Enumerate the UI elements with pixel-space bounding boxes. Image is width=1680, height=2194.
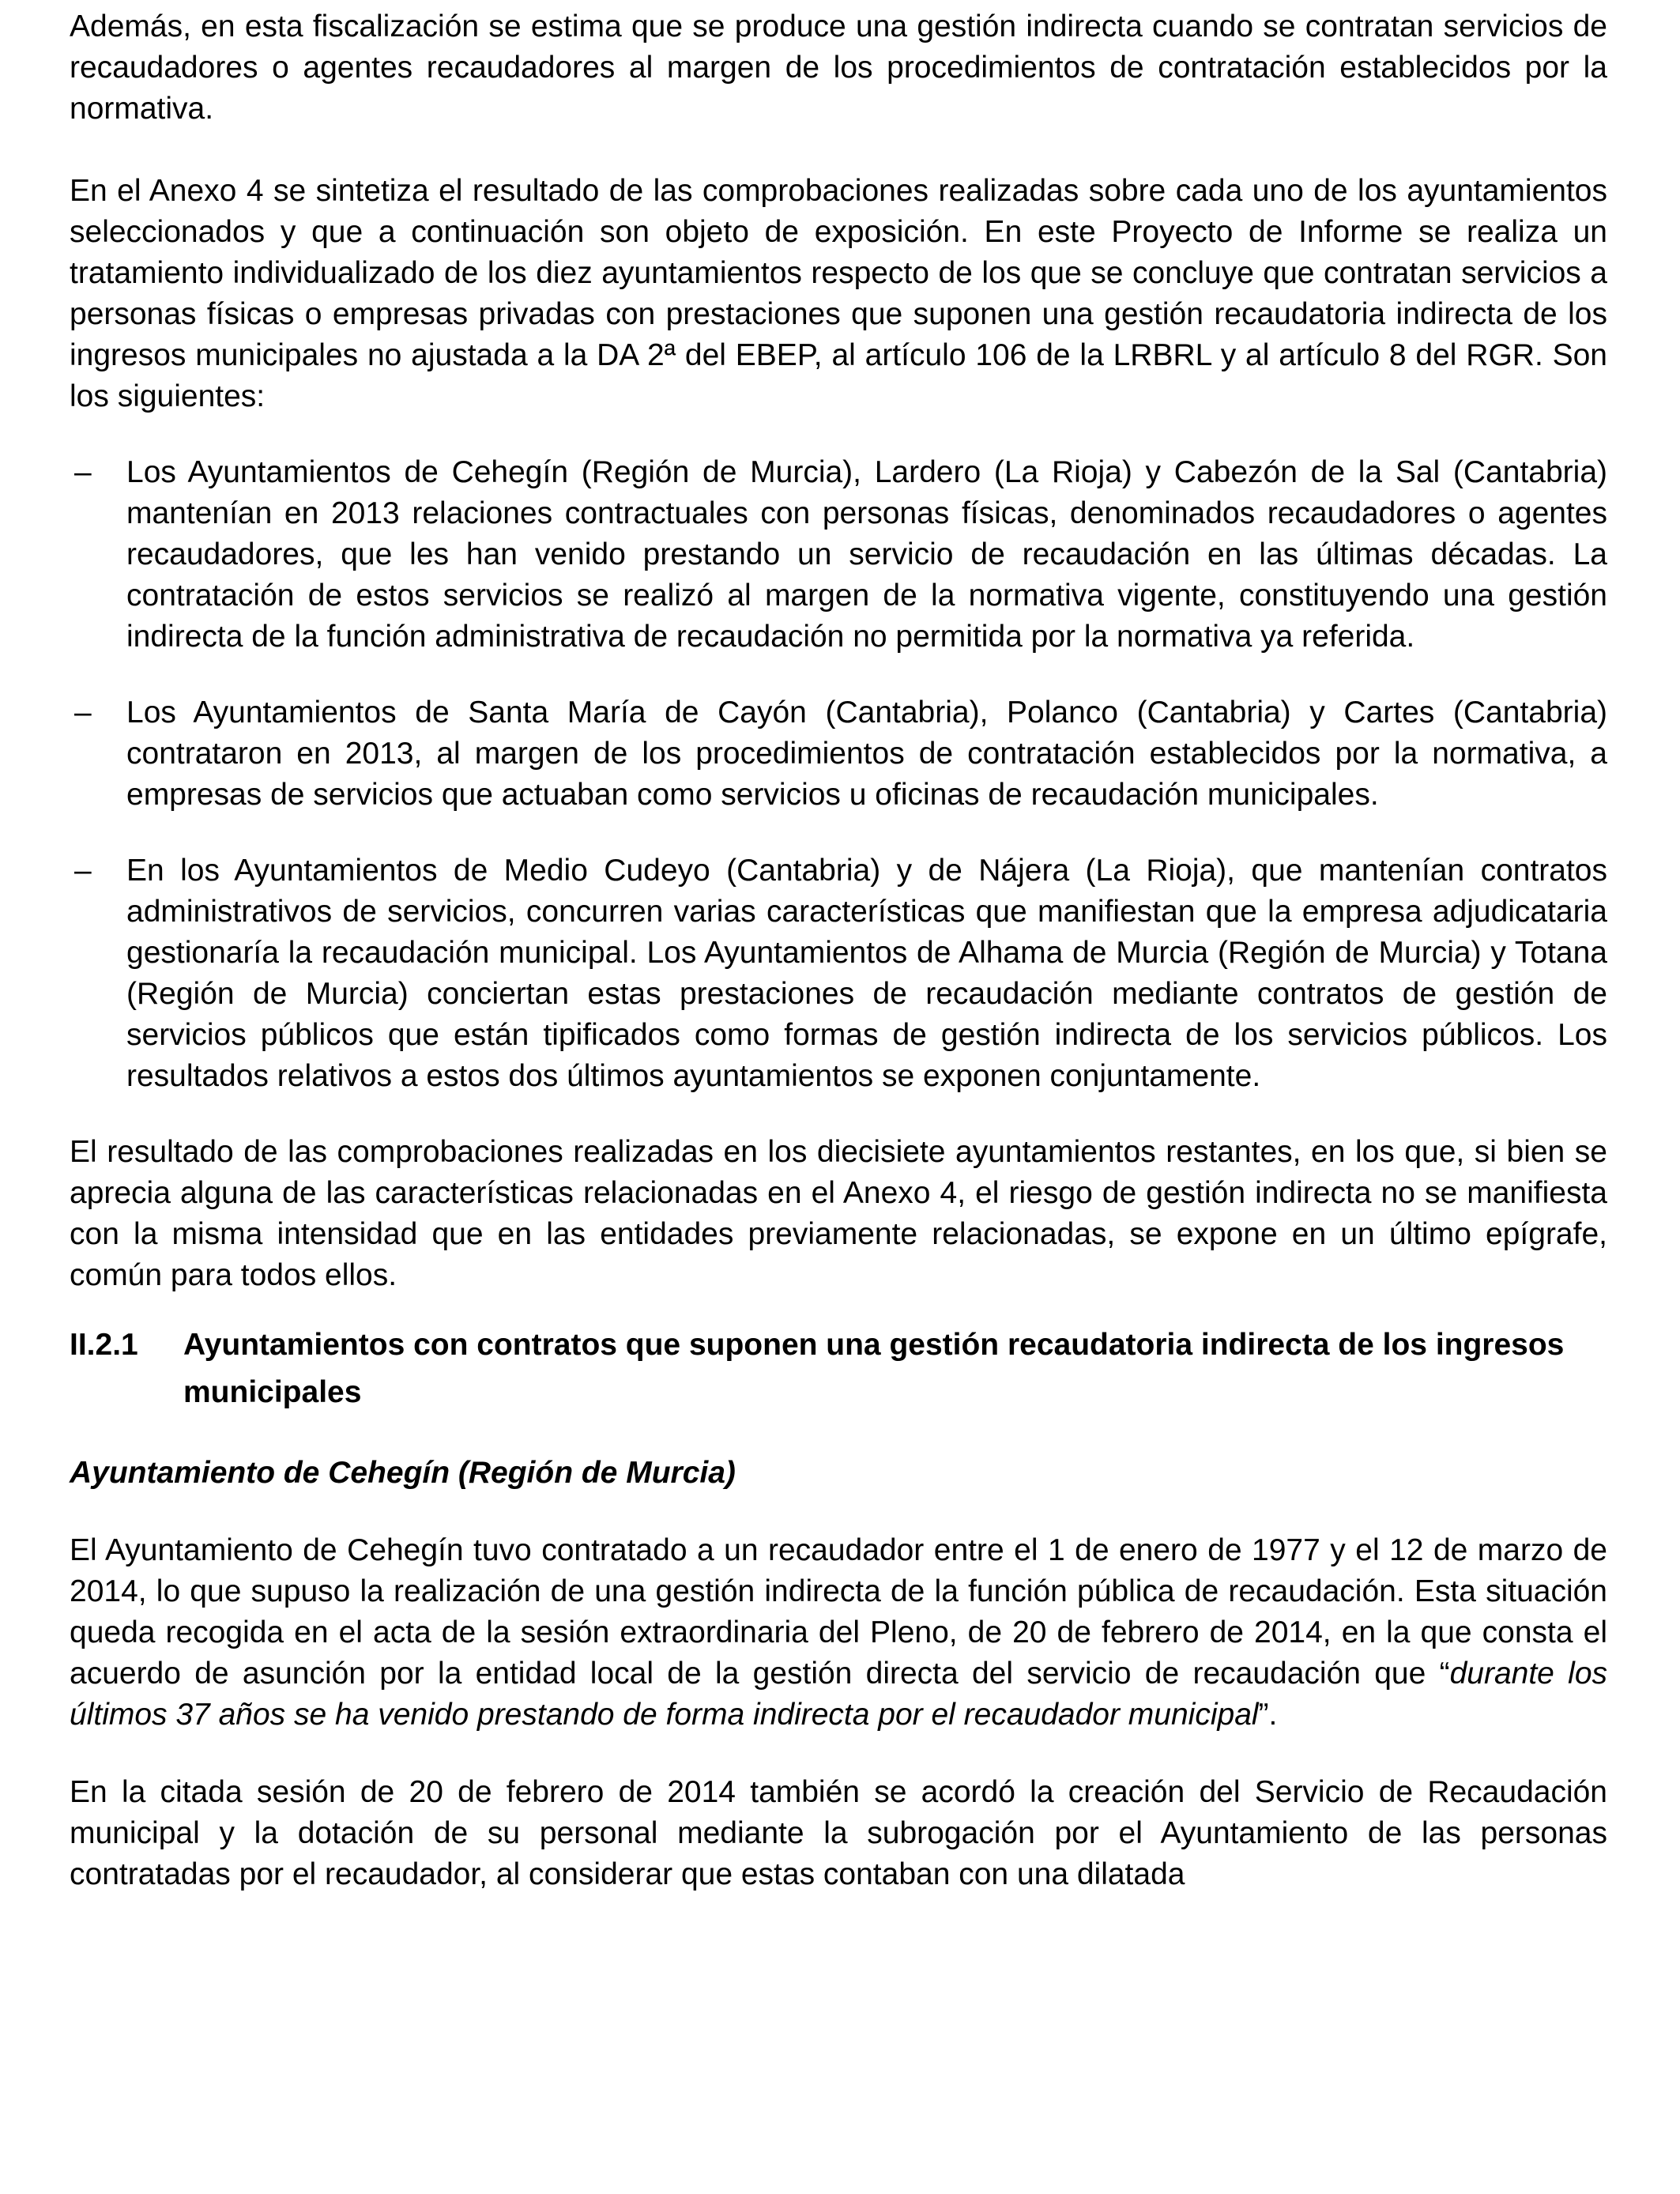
paragraph-text: ”.	[1258, 1698, 1278, 1732]
bullet-item-santa-maria-polanco-cartes	[70, 692, 1607, 816]
paragraph-remaining-ayuntamientos: El resultado de las comprobaciones realizadas en los diecisiete ayuntamientos restantes, en los que, si bien se aprecia alguna de las características relacionadas en el Anexo 4, el riesgo de gestión indirecta no se manifiesta con la misma intensidad que en las entidades previamente relacionadas, se expone en un último epígrafe, común para todos ellos.	[70, 1135, 1607, 1292]
dash-bullet-marker: –	[74, 455, 92, 489]
paragraph-intro: Además, en esta fiscalización se estima que se produce una gestión indirecta cuando se contratan servicios de recaudadores o agentes recaudadores al margen de los procedimientos de contratación establecidos por la normativa.	[70, 9, 1607, 126]
dash-bullet-marker: –	[74, 696, 92, 729]
bullet-text: Los Ayuntamientos de Cehegín (Región de Murcia), Lardero (La Rioja) y Cabezón de la Sal (Cantabria) mantenían en 2013 relaciones contractuales con personas físicas, denominados recaudadores o agentes recaudadores, que les han venido prestando un servicio de recaudación en las últimas décadas. La contratación de estos servicios se realizó al margen de la normativa vigente, constituyendo una gestión indirecta de la función administrativa de recaudación no permitida por la normativa ya referida.	[126, 455, 1607, 654]
paragraph-cehegin-recaudador	[70, 1530, 1607, 1736]
paragraph-anexo-summary: En el Anexo 4 se sintetiza el resultado de las comprobaciones realizadas sobre cada uno de los ayuntamientos seleccionados y que a continuación son objeto de exposición. En este Proyecto de Informe se realiza un tratamiento individualizado de los diez ayuntamientos respecto de los que se concluye que contratan servicios a personas físicas o empresas privadas con prestaciones que suponen una gestión recaudatoria indirecta de los ingresos municipales no ajustada a la DA 2ª del EBEP, al artículo 106 de la LRBRL y al artículo 8 del RGR. Son los siguientes:	[70, 174, 1607, 413]
paragraph-servicio-recaudacion: En la citada sesión de 20 de febrero de 2014 también se acordó la creación del Servicio de Recaudación municipal y la dotación de su personal mediante la subrogación por el Ayuntamiento de las personas contratadas por el recaudador, al considerar que estas contaban con una dilatada	[70, 1775, 1607, 1891]
document-page	[70, 0, 1607, 1895]
subsection-heading: Ayuntamiento de Cehegín (Región de Murcia)	[70, 1456, 736, 1490]
bullet-item-medio-cudeyo-najera	[70, 850, 1607, 1097]
dash-bullet-marker: –	[74, 854, 92, 888]
bullet-text: En los Ayuntamientos de Medio Cudeyo (Cantabria) y de Nájera (La Rioja), que mantenían contratos administrativos de servicios, concurren varias características que manifiestan que la empresa adjudicataria gestionaría la recaudación municipal. Los Ayuntamientos de Alhama de Murcia (Región de Murcia) y Totana (Región de Murcia) conciertan estas prestaciones de recaudación mediante contratos de gestión de servicios públicos que están tipificados como formas de gestión indirecta de los servicios públicos. Los resultados relativos a estos dos últimos ayuntamientos se exponen conjuntamente.	[126, 854, 1607, 1093]
bullet-text: Los Ayuntamientos de Santa María de Cayón (Cantabria), Polanco (Cantabria) y Cartes (Cantabria) contrataron en 2013, al margen de los procedimientos de contratación establecidos por la normativa, a empresas de servicios que actuaban como servicios u oficinas de recaudación municipales.	[126, 696, 1607, 812]
quoted-text: durante los últimos 37 años se ha venido prestando de forma indirecta por el recaudador municipal	[70, 1657, 1608, 1732]
bullet-item-cehegin-lardero-cabezon	[70, 452, 1607, 658]
paragraph-text: El Ayuntamiento de Cehegín tuvo contratado a un recaudador entre el 1 de enero de 1977 y el 12 de marzo de 2014, lo que supuso la realización de una gestión indirecta de la función pública de recaudación. Esta situación queda recogida en el acta de la sesión extraordinaria del Pleno, de 20 de febrero de 2014, en la que consta el acuerdo de asunción por la entidad local de la gestión directa del servicio de recaudación que “	[70, 1533, 1607, 1691]
section-number: II.2.1	[70, 1328, 138, 1362]
section-heading	[70, 1321, 1607, 1416]
section-title: Ayuntamientos con contratos que suponen una gestión recaudatoria indirecta de los ingresos municipales	[183, 1328, 1565, 1409]
